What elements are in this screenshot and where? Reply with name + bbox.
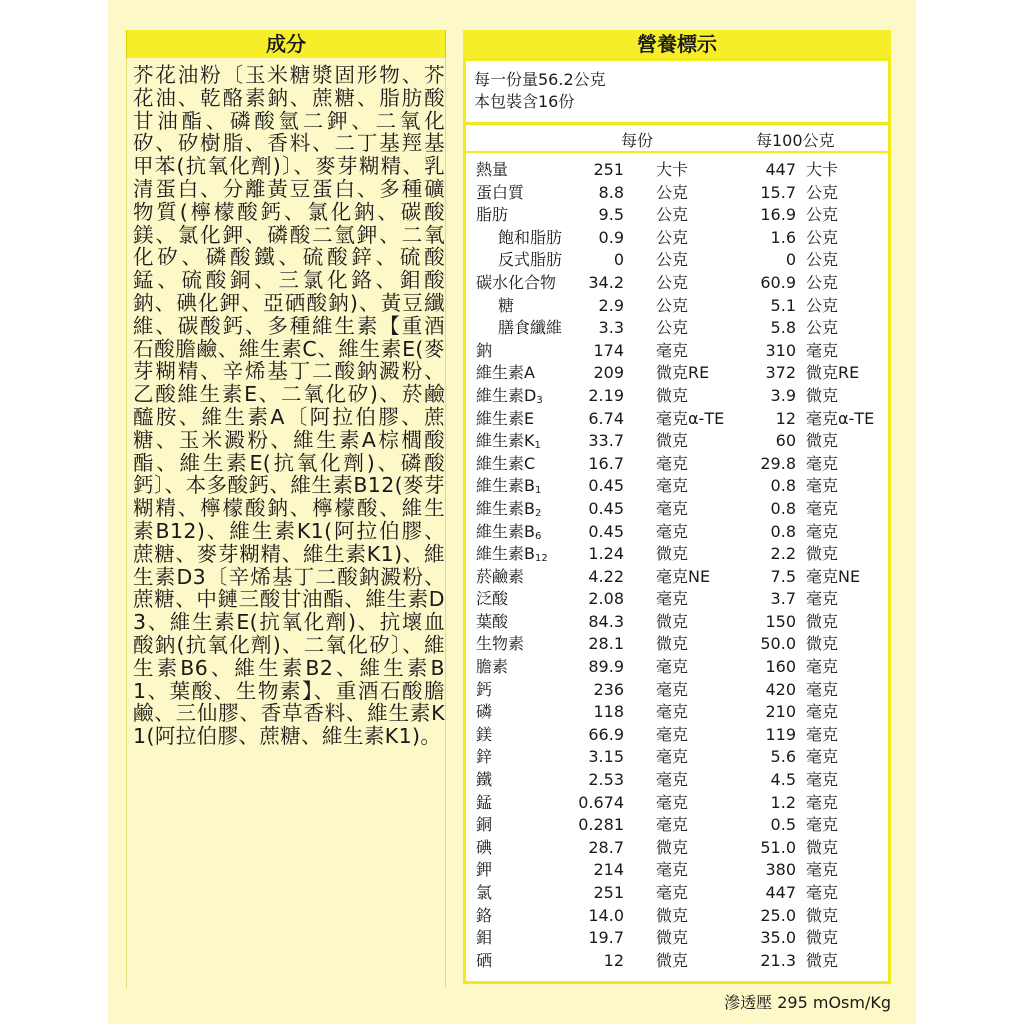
table-row — [466, 950, 888, 973]
table-row — [466, 521, 888, 544]
table-row — [466, 566, 888, 589]
table-row — [466, 272, 888, 295]
table-row — [466, 769, 888, 792]
table-row — [466, 182, 888, 205]
unit-per-100g: 毫克 — [806, 883, 839, 902]
unit-per-serving: 毫克 — [656, 589, 689, 609]
nutrient-name: 碘 — [476, 837, 493, 857]
value-per-100g: 2.2 — [770, 544, 796, 564]
value-per-100g: 0.5 — [770, 815, 796, 835]
value-per-serving: 0.281 — [578, 815, 624, 835]
col-per-serving: 每份 — [621, 131, 654, 150]
value-per-100g: 447 — [765, 883, 796, 902]
unit-per-serving: 微克 — [656, 950, 689, 970]
unit-per-100g: 毫克 — [806, 792, 839, 812]
value-per-100g: 25.0 — [760, 905, 796, 925]
unit-per-100g: 公克 — [806, 205, 839, 225]
servings-per-package: 本包裝含16份 — [474, 92, 575, 111]
value-per-100g: 150 — [765, 611, 796, 631]
nutrient-name: 鋅 — [476, 747, 493, 767]
nutrition-table — [463, 58, 891, 984]
nutrient-name-text: 維生素K — [476, 431, 535, 451]
unit-per-serving: 公克 — [656, 250, 689, 270]
nutrient-name: 碳水化合物 — [476, 272, 557, 292]
value-per-serving: 3.15 — [588, 747, 624, 767]
nutrient-name: 鈣 — [476, 679, 493, 699]
value-per-serving: 0.45 — [588, 521, 624, 541]
value-per-100g: 51.0 — [760, 837, 796, 857]
table-row — [466, 792, 888, 815]
unit-per-serving: 公克 — [656, 318, 689, 338]
table-row — [466, 227, 888, 250]
table-row — [466, 679, 888, 702]
unit-per-serving: 微克 — [656, 928, 689, 948]
table-row — [466, 295, 888, 318]
nutrient-rows — [466, 159, 888, 972]
value-per-100g: 0.8 — [770, 498, 796, 518]
unit-per-serving: 毫克 — [656, 679, 689, 699]
table-row — [466, 837, 888, 860]
unit-per-serving: 微克 — [656, 634, 689, 654]
nutrient-name: 熱量 — [476, 160, 509, 179]
nutrient-subscript: 3 — [536, 394, 543, 406]
value-per-serving: 14.0 — [588, 905, 624, 925]
unit-per-serving: 毫克 — [656, 521, 689, 541]
value-per-serving: 0 — [613, 250, 624, 270]
unit-per-serving: 微克 — [656, 431, 689, 451]
nutrient-name: 氯 — [476, 883, 493, 902]
table-row — [466, 408, 888, 431]
unit-per-100g: 毫克 — [806, 589, 839, 609]
value-per-serving: 0.9 — [598, 227, 624, 247]
value-per-100g: 210 — [765, 702, 796, 722]
unit-per-serving: 毫克 — [656, 453, 689, 473]
unit-per-serving: 毫克NE — [656, 566, 711, 586]
value-per-serving: 214 — [593, 860, 624, 880]
unit-per-serving: 毫克 — [656, 724, 689, 744]
column-headers — [466, 125, 888, 153]
unit-per-100g: 公克 — [806, 318, 839, 338]
ingredients-title: 成分 — [126, 30, 446, 58]
unit-per-serving: 大卡 — [656, 160, 689, 179]
table-row — [466, 814, 888, 837]
table-row — [466, 927, 888, 950]
nutrient-name: 膽素 — [476, 657, 509, 677]
unit-per-100g: 公克 — [806, 250, 839, 270]
nutrient-name: 維生素C — [476, 453, 536, 473]
table-row — [466, 362, 888, 385]
unit-per-100g: 毫克 — [806, 815, 839, 835]
unit-per-100g: 微克RE — [806, 363, 860, 383]
table-row — [466, 859, 888, 882]
value-per-100g: 60 — [775, 431, 796, 451]
osmolality: 滲透壓 295 mOsm/Kg — [724, 993, 891, 1012]
unit-per-100g: 公克 — [806, 295, 839, 315]
value-per-100g: 5.8 — [770, 318, 796, 338]
value-per-100g: 21.3 — [760, 950, 796, 970]
table-row — [466, 340, 888, 363]
nutrient-name: 鈉 — [476, 340, 493, 360]
unit-per-serving: 毫克 — [656, 883, 689, 902]
ingredients-text: 芥花油粉〔玉米糖漿固形物、芥花油、乾酪素鈉、蔗糖、脂肪酸甘油酯、磷酸氫二鉀、二氧化矽、矽樹脂、香料、二丁基羥基甲苯(抗氧化劑)〕、麥芽糊精、乳清蛋白、分離黃豆蛋白、多種礦物質(檸檬酸鈣、氯化鈉、碳酸鎂、氯化鉀、磷酸二氫鉀、二氧化矽、磷酸鐵、硫酸鋅、硫酸錳、硫酸銅、三氯化鉻、鉬酸鈉、碘化鉀、亞硒酸鈉)、黃豆纖維、碳酸鈣、多種維生素【重酒石酸膽鹼、維生素C、維生素E(麥芽糊精、辛烯基丁二酸鈉澱粉、乙酸維生素E、二氧化矽)、菸鹼醯胺、維生素A〔阿拉伯膠、蔗糖、玉米澱粉、維生素A棕櫚酸酯、維生素E(抗氧化劑)、磷酸鈣〕、本多酸鈣、維生素B12(麥芽糊精、檸檬酸鈉、檸檬酸、維生素B12)、維生素K1(阿拉伯膠、蔗糖、麥芽糊精、維生素K1)、維生素D3〔辛烯基丁二酸鈉澱粉、蔗糖、中鏈三酸甘油酯、維生素D3、維生素E(抗氧化劑)、抗壞血酸鈉(抗氧化劑)、二氧化矽〕、維生素B6、維生素B2、維生素B1、葉酸、生物素】、重酒石酸膽鹼、三仙膠、香草香料、維生素K1(阿拉伯膠、蔗糖、維生素K1)。 — [133, 63, 445, 749]
unit-per-serving: 毫克 — [656, 657, 689, 677]
unit-per-serving: 微克 — [656, 611, 689, 631]
unit-per-serving: 毫克 — [656, 770, 689, 790]
unit-per-serving: 毫克 — [656, 340, 689, 360]
nutrient-name: 葉酸 — [476, 611, 509, 631]
value-per-serving: 34.2 — [588, 272, 624, 292]
value-per-serving: 0.674 — [578, 792, 624, 812]
nutrient-subscript: 12 — [534, 553, 548, 565]
nutrient-name: 膳食纖維 — [498, 318, 563, 338]
unit-per-serving: 公克 — [656, 205, 689, 225]
nutrient-subscript: 2 — [534, 507, 542, 519]
nutrition-title: 營養標示 — [463, 30, 891, 58]
unit-per-100g: 毫克 — [806, 340, 839, 360]
value-per-100g: 0.8 — [770, 521, 796, 541]
unit-per-100g: 公克 — [806, 182, 839, 202]
nutrient-name: 菸鹼素 — [476, 566, 525, 586]
value-per-100g: 0.8 — [770, 476, 796, 496]
unit-per-100g: 微克 — [806, 431, 839, 451]
nutrient-name: 維生素A — [476, 363, 535, 383]
value-per-100g: 119 — [765, 724, 796, 744]
unit-per-100g: 毫克NE — [806, 566, 861, 586]
unit-per-100g: 毫克 — [806, 657, 839, 677]
value-per-serving: 209 — [593, 363, 624, 383]
nutrient-name: 鎂 — [476, 724, 493, 744]
unit-per-100g: 微克 — [806, 905, 839, 925]
nutrient-name-text: 維生素D — [476, 385, 537, 405]
value-per-serving: 33.7 — [588, 431, 624, 451]
value-per-100g: 50.0 — [760, 634, 796, 654]
value-per-serving: 174 — [593, 340, 624, 360]
value-per-serving: 251 — [593, 160, 624, 179]
table-row — [466, 159, 888, 182]
unit-per-100g: 毫克 — [806, 476, 839, 496]
unit-per-serving: 公克 — [656, 182, 689, 202]
value-per-100g: 447 — [765, 160, 796, 179]
nutrient-name: 蛋白質 — [476, 182, 525, 202]
value-per-serving: 4.22 — [588, 566, 624, 586]
table-row — [466, 385, 888, 408]
value-per-100g: 3.9 — [770, 385, 796, 405]
table-row — [466, 453, 888, 476]
unit-per-serving: 微克 — [656, 837, 689, 857]
serving-info — [466, 61, 888, 125]
value-per-100g: 372 — [765, 363, 796, 383]
unit-per-100g: 毫克 — [806, 702, 839, 722]
value-per-serving: 2.9 — [598, 295, 624, 315]
nutrient-name: 糖 — [498, 295, 515, 315]
unit-per-serving: 毫克 — [656, 476, 689, 496]
table-row — [466, 905, 888, 928]
value-per-serving: 28.1 — [588, 634, 624, 654]
value-per-serving: 16.7 — [588, 453, 624, 473]
unit-per-serving: 毫克 — [656, 702, 689, 722]
unit-per-serving: 微克RE — [656, 363, 710, 383]
nutrient-name: 磷 — [476, 702, 493, 722]
unit-per-100g: 毫克 — [806, 521, 839, 541]
nutrient-subscript: 1 — [534, 440, 541, 452]
value-per-100g: 0 — [785, 250, 796, 270]
value-per-100g: 60.9 — [760, 272, 796, 292]
table-row — [466, 430, 888, 453]
unit-per-serving: 毫克 — [656, 498, 689, 518]
nutrient-name-text: 維生素B — [476, 476, 535, 496]
unit-per-100g: 微克 — [806, 837, 839, 857]
unit-per-100g: 微克 — [806, 950, 839, 970]
unit-per-serving: 毫克 — [656, 792, 689, 812]
nutrient-name-text: 維生素B — [476, 521, 535, 541]
value-per-serving: 89.9 — [588, 657, 624, 677]
nutrient-subscript: 1 — [534, 485, 542, 497]
value-per-100g: 15.7 — [760, 182, 796, 202]
nutrient-subscript: 6 — [534, 530, 542, 542]
value-per-serving: 6.74 — [588, 408, 624, 428]
nutrient-name: 銅 — [476, 815, 493, 835]
nutrient-name: 鉬 — [476, 928, 493, 948]
serving-size: 每一份量56.2公克 — [474, 70, 606, 89]
unit-per-100g: 公克 — [806, 272, 839, 292]
nutrient-name: 脂肪 — [476, 205, 509, 225]
unit-per-100g: 微克 — [806, 611, 839, 631]
value-per-serving: 0.45 — [588, 476, 624, 496]
col-per-100g: 每100公克 — [756, 131, 835, 150]
unit-per-serving: 毫克 — [656, 747, 689, 767]
table-row — [466, 611, 888, 634]
value-per-serving: 19.7 — [588, 928, 624, 948]
value-per-serving: 118 — [593, 702, 624, 722]
nutrient-name: 硒 — [476, 950, 493, 970]
unit-per-serving: 公克 — [656, 295, 689, 315]
unit-per-100g: 毫克 — [806, 453, 839, 473]
unit-per-serving: 微克 — [656, 905, 689, 925]
table-row — [466, 249, 888, 272]
unit-per-100g: 毫克 — [806, 747, 839, 767]
value-per-100g: 7.5 — [770, 566, 796, 586]
value-per-serving: 1.24 — [588, 544, 624, 564]
unit-per-100g: 微克 — [806, 544, 839, 564]
value-per-serving: 236 — [593, 679, 624, 699]
table-row — [466, 882, 888, 905]
nutrient-name: 生物素 — [476, 634, 525, 654]
table-row — [466, 498, 888, 521]
unit-per-100g: 公克 — [806, 227, 839, 247]
value-per-100g: 35.0 — [760, 928, 796, 948]
table-row — [466, 204, 888, 227]
unit-per-100g: 微克 — [806, 385, 839, 405]
unit-per-100g: 微克 — [806, 634, 839, 654]
unit-per-100g: 毫克 — [806, 498, 839, 518]
table-row — [466, 656, 888, 679]
value-per-100g: 4.5 — [770, 770, 796, 790]
value-per-serving: 251 — [593, 883, 624, 902]
table-row — [466, 475, 888, 498]
nutrient-name-text: 維生素B — [476, 498, 535, 518]
table-row — [466, 543, 888, 566]
value-per-serving: 3.3 — [598, 318, 624, 338]
unit-per-100g: 微克 — [806, 928, 839, 948]
nutrient-name: 反式脂肪 — [498, 250, 563, 270]
unit-per-100g: 毫克 — [806, 770, 839, 790]
table-row — [466, 588, 888, 611]
value-per-serving: 2.53 — [588, 770, 624, 790]
value-per-100g: 160 — [765, 657, 796, 677]
value-per-serving: 66.9 — [588, 724, 624, 744]
value-per-serving: 0.45 — [588, 498, 624, 518]
value-per-100g: 3.7 — [770, 589, 796, 609]
nutrient-name: 飽和脂肪 — [498, 227, 563, 247]
value-per-100g: 1.2 — [770, 792, 796, 812]
value-per-100g: 1.6 — [770, 227, 796, 247]
table-row — [466, 633, 888, 656]
nutrient-name: 維生素E — [476, 408, 535, 428]
value-per-100g: 380 — [765, 860, 796, 880]
value-per-serving: 2.08 — [588, 589, 624, 609]
unit-per-serving: 公克 — [656, 227, 689, 247]
unit-per-serving: 微克 — [656, 385, 689, 405]
nutrient-name: 鐵 — [476, 770, 493, 790]
nutrient-name: 鉻 — [476, 905, 493, 925]
unit-per-serving: 公克 — [656, 272, 689, 292]
value-per-100g: 29.8 — [760, 453, 796, 473]
value-per-serving: 9.5 — [598, 205, 624, 225]
nutrient-name-text: 維生素B — [476, 544, 535, 564]
unit-per-serving: 微克 — [656, 544, 689, 564]
nutrient-name: 泛酸 — [476, 589, 509, 609]
value-per-serving: 8.8 — [598, 182, 624, 202]
nutrient-name: 錳 — [476, 792, 493, 812]
value-per-serving: 84.3 — [588, 611, 624, 631]
table-row — [466, 701, 888, 724]
unit-per-100g: 毫克 — [806, 860, 839, 880]
value-per-100g: 12 — [775, 408, 796, 428]
unit-per-serving: 毫克 — [656, 815, 689, 835]
table-row — [466, 746, 888, 769]
unit-per-100g: 毫克 — [806, 724, 839, 744]
value-per-100g: 310 — [765, 340, 796, 360]
nutrient-name: 鉀 — [476, 860, 493, 880]
unit-per-serving: 毫克α-TE — [656, 408, 725, 428]
value-per-serving: 12 — [603, 950, 624, 970]
unit-per-100g: 大卡 — [806, 160, 839, 179]
value-per-serving: 28.7 — [588, 837, 624, 857]
value-per-serving: 2.19 — [588, 385, 624, 405]
unit-per-100g: 毫克 — [806, 679, 839, 699]
unit-per-serving: 毫克 — [656, 860, 689, 880]
value-per-100g: 16.9 — [760, 205, 796, 225]
value-per-100g: 420 — [765, 679, 796, 699]
value-per-100g: 5.1 — [770, 295, 796, 315]
table-row — [466, 724, 888, 747]
unit-per-100g: 毫克α-TE — [806, 408, 875, 428]
value-per-100g: 5.6 — [770, 747, 796, 767]
table-row — [466, 317, 888, 340]
ingredients-panel — [126, 58, 446, 988]
